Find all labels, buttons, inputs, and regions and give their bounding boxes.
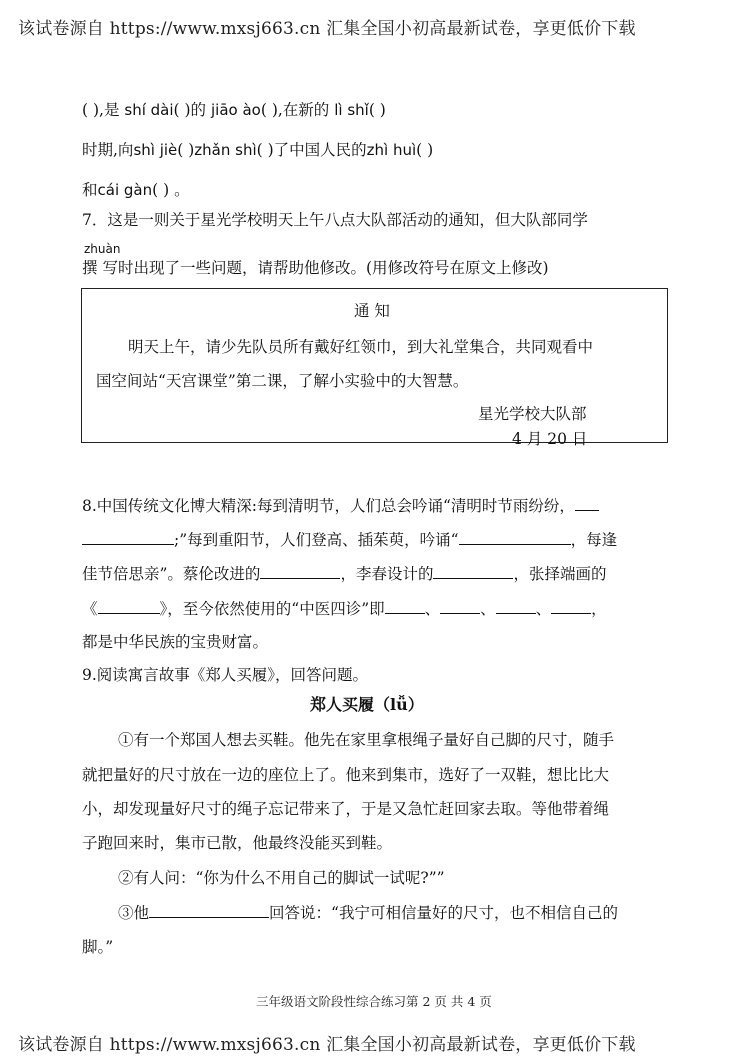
story-para-3-line-1: ③他 回答说：“我宁可相信量好的尺寸，也不相信自己的 — [118, 901, 618, 923]
answer-blank[interactable] — [459, 528, 571, 545]
answer-blank[interactable] — [496, 597, 536, 614]
notice-box — [81, 288, 668, 448]
page-footer: 三年级语文阶段性综合练习第 2 页 共 4 页 — [256, 994, 492, 1009]
source-header: 该试卷源自 https://www.mxsj663.cn 汇集全国小初高最新试卷，享更低价下载 — [18, 19, 636, 39]
answer-blank[interactable] — [260, 562, 340, 579]
q8-line-3: 佳节倍思亲”。蔡伦改进的 ，李春设计的 ，张择端画的 — [82, 562, 606, 584]
q6-line-3: 和cái gàn( ) 。 — [82, 181, 190, 199]
q7-prompt-line-1: 7．这是一则关于星光学校明天上午八点大队部活动的通知，但大队部同学 — [82, 211, 588, 229]
answer-blank[interactable] — [433, 562, 513, 579]
answer-blank[interactable] — [149, 901, 269, 918]
notice-body-line-2: 国空间站“天宫课堂”第二课，了解小实验中的大智慧。 — [96, 372, 469, 390]
answer-blank[interactable] — [575, 494, 599, 511]
q7-prompt-line-2: 撰 写时出现了一些问题，请帮助他修改。(用修改符号在原文上修改) — [82, 259, 549, 277]
q9-prompt: 9.阅读寓言故事《郑人买履》，回答问题。 — [82, 666, 369, 684]
notice-signature: 星光学校大队部 — [478, 405, 587, 423]
q8-line-5: 都是中华民族的宝贵财富。 — [82, 633, 269, 651]
q7-pinyin-zhuan: zhuàn — [84, 242, 121, 256]
story-title: 郑人买履（lǚ） — [310, 695, 424, 714]
answer-blank[interactable] — [98, 597, 160, 614]
story-para-1-line-3: 小，却发现量好尺寸的绳子忘记带来了，于是又急忙赶回家去取。等他带着绳 — [82, 800, 610, 818]
story-para-3-line-2: 脚。” — [82, 938, 114, 956]
answer-blank[interactable] — [82, 528, 174, 545]
q6-line-2: 时期,向shì jiè( )zhǎn shì( )了中国人民的zhì huì( ) — [82, 141, 434, 159]
story-para-1-line-4: 子跑回来时，集市已散，他最终没能买到鞋。 — [82, 834, 393, 852]
answer-blank[interactable] — [385, 597, 425, 614]
source-footer: 该试卷源自 https://www.mxsj663.cn 汇集全国小初高最新试卷，享更低价下载 — [18, 1035, 636, 1055]
notice-title: 通 知 — [354, 302, 390, 320]
story-para-1-line-1: ①有一个郑国人想去买鞋。他先在家里拿根绳子量好自己脚的尺寸，随手 — [118, 731, 615, 749]
q8-line-2: ;”每到重阳节，人们登高、插茱萸，吟诵“ ，每逢 — [82, 528, 617, 550]
story-para-2: ②有人问：“你为什么不用自己的脚试一试呢?”” — [118, 869, 445, 887]
notice-date: 4 月 20 日 — [512, 430, 588, 448]
q8-line-4: 《 》，至今依然使用的“中医四诊”即 、 、 、 ， — [82, 597, 607, 619]
notice-body-line-1: 明天上午，请少先队员所有戴好红领巾，到大礼堂集合，共同观看中 — [128, 338, 594, 356]
q8-line-1: 8.中国传统文化博大精深:每到清明节，人们总会吟诵“清明时节雨纷纷， — [82, 494, 599, 516]
q6-line-1: ( ),是 shí dài( )的 jiāo ào( ),在新的 lì shǐ( ) — [82, 101, 386, 119]
story-para-1-line-2: 就把量好的尺寸放在一边的座位上了。他来到集市，选好了一双鞋，想比比大 — [82, 766, 610, 784]
answer-blank[interactable] — [440, 597, 480, 614]
answer-blank[interactable] — [551, 597, 591, 614]
